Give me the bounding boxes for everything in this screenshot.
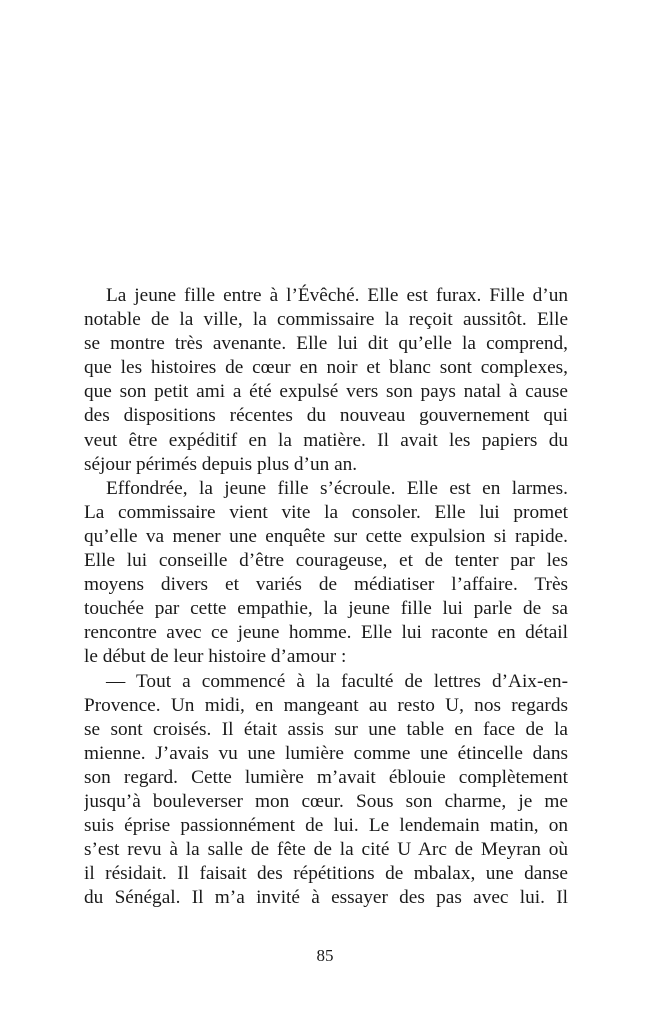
body-text <box>84 284 568 910</box>
text-line: que son petit ami a été expulsé vers son pays natal à cause <box>84 381 568 403</box>
paragraph <box>84 477 568 670</box>
text-line: qu’elle va mener une enquête sur cette expulsion si rapide. <box>84 525 568 547</box>
text-line: veut être expéditif en la matière. Il avait les papiers du <box>84 429 568 451</box>
text-line: La jeune fille entre à l’Évêché. Elle est furax. Fille d’un <box>106 285 568 306</box>
text-line: — Tout a commencé à la faculté de lettres d’Aix-en- <box>106 670 568 692</box>
text-line: le début de leur histoire d’amour : <box>84 646 347 668</box>
text-line: jusqu’à bouleverser mon cœur. Sous son charme, je me <box>84 790 568 812</box>
text-line: La commissaire vient vite la consoler. Elle lui promet <box>84 501 568 523</box>
text-line: que les histoires de cœur en noir et blanc sont complexes, <box>84 357 568 379</box>
text-line: Elle lui conseille d’être courageuse, et de tenter par les <box>84 550 568 572</box>
text-line: touchée par cette empathie, la jeune fille lui parle de sa <box>84 598 568 620</box>
text-line: notable de la ville, la commissaire la reçoit aussitôt. Elle <box>84 309 568 331</box>
text-line: suis éprise passionnément de lui. Le lendemain matin, on <box>84 815 568 837</box>
text-line: il résidait. Il faisait des répétitions de mbalax, une danse <box>84 863 568 885</box>
text-line: des dispositions récentes du nouveau gouvernement qui <box>84 405 568 427</box>
page-number: 85 <box>316 946 334 965</box>
text-line: rencontre avec ce jeune homme. Elle lui raconte en détail <box>84 622 568 644</box>
text-line: se sont croisés. Il était assis sur une table en face de la <box>84 718 568 740</box>
text-line: Effondrée, la jeune fille s’écroule. Elle est en larmes. <box>106 477 568 499</box>
text-line: s’est revu à la salle de fête de la cité U Arc de Meyran où <box>84 839 568 861</box>
text-line: moyens divers et variés de médiatiser l’affaire. Très <box>84 574 568 596</box>
paragraph <box>84 284 568 477</box>
paragraph <box>84 670 568 911</box>
text-line: son regard. Cette lumière m’avait éblouie complètement <box>84 766 568 788</box>
text-line: séjour périmés depuis plus d’un an. <box>84 453 358 475</box>
text-line: du Sénégal. Il m’a invité à essayer des pas avec lui. Il <box>84 887 568 909</box>
text-line: mienne. J’avais vu une lumière comme une étincelle dans <box>84 742 568 764</box>
text-line: se montre très avenante. Elle lui dit qu’elle la comprend, <box>84 333 568 355</box>
text-line: Provence. Un midi, en mangeant au resto U, nos regards <box>84 694 568 716</box>
